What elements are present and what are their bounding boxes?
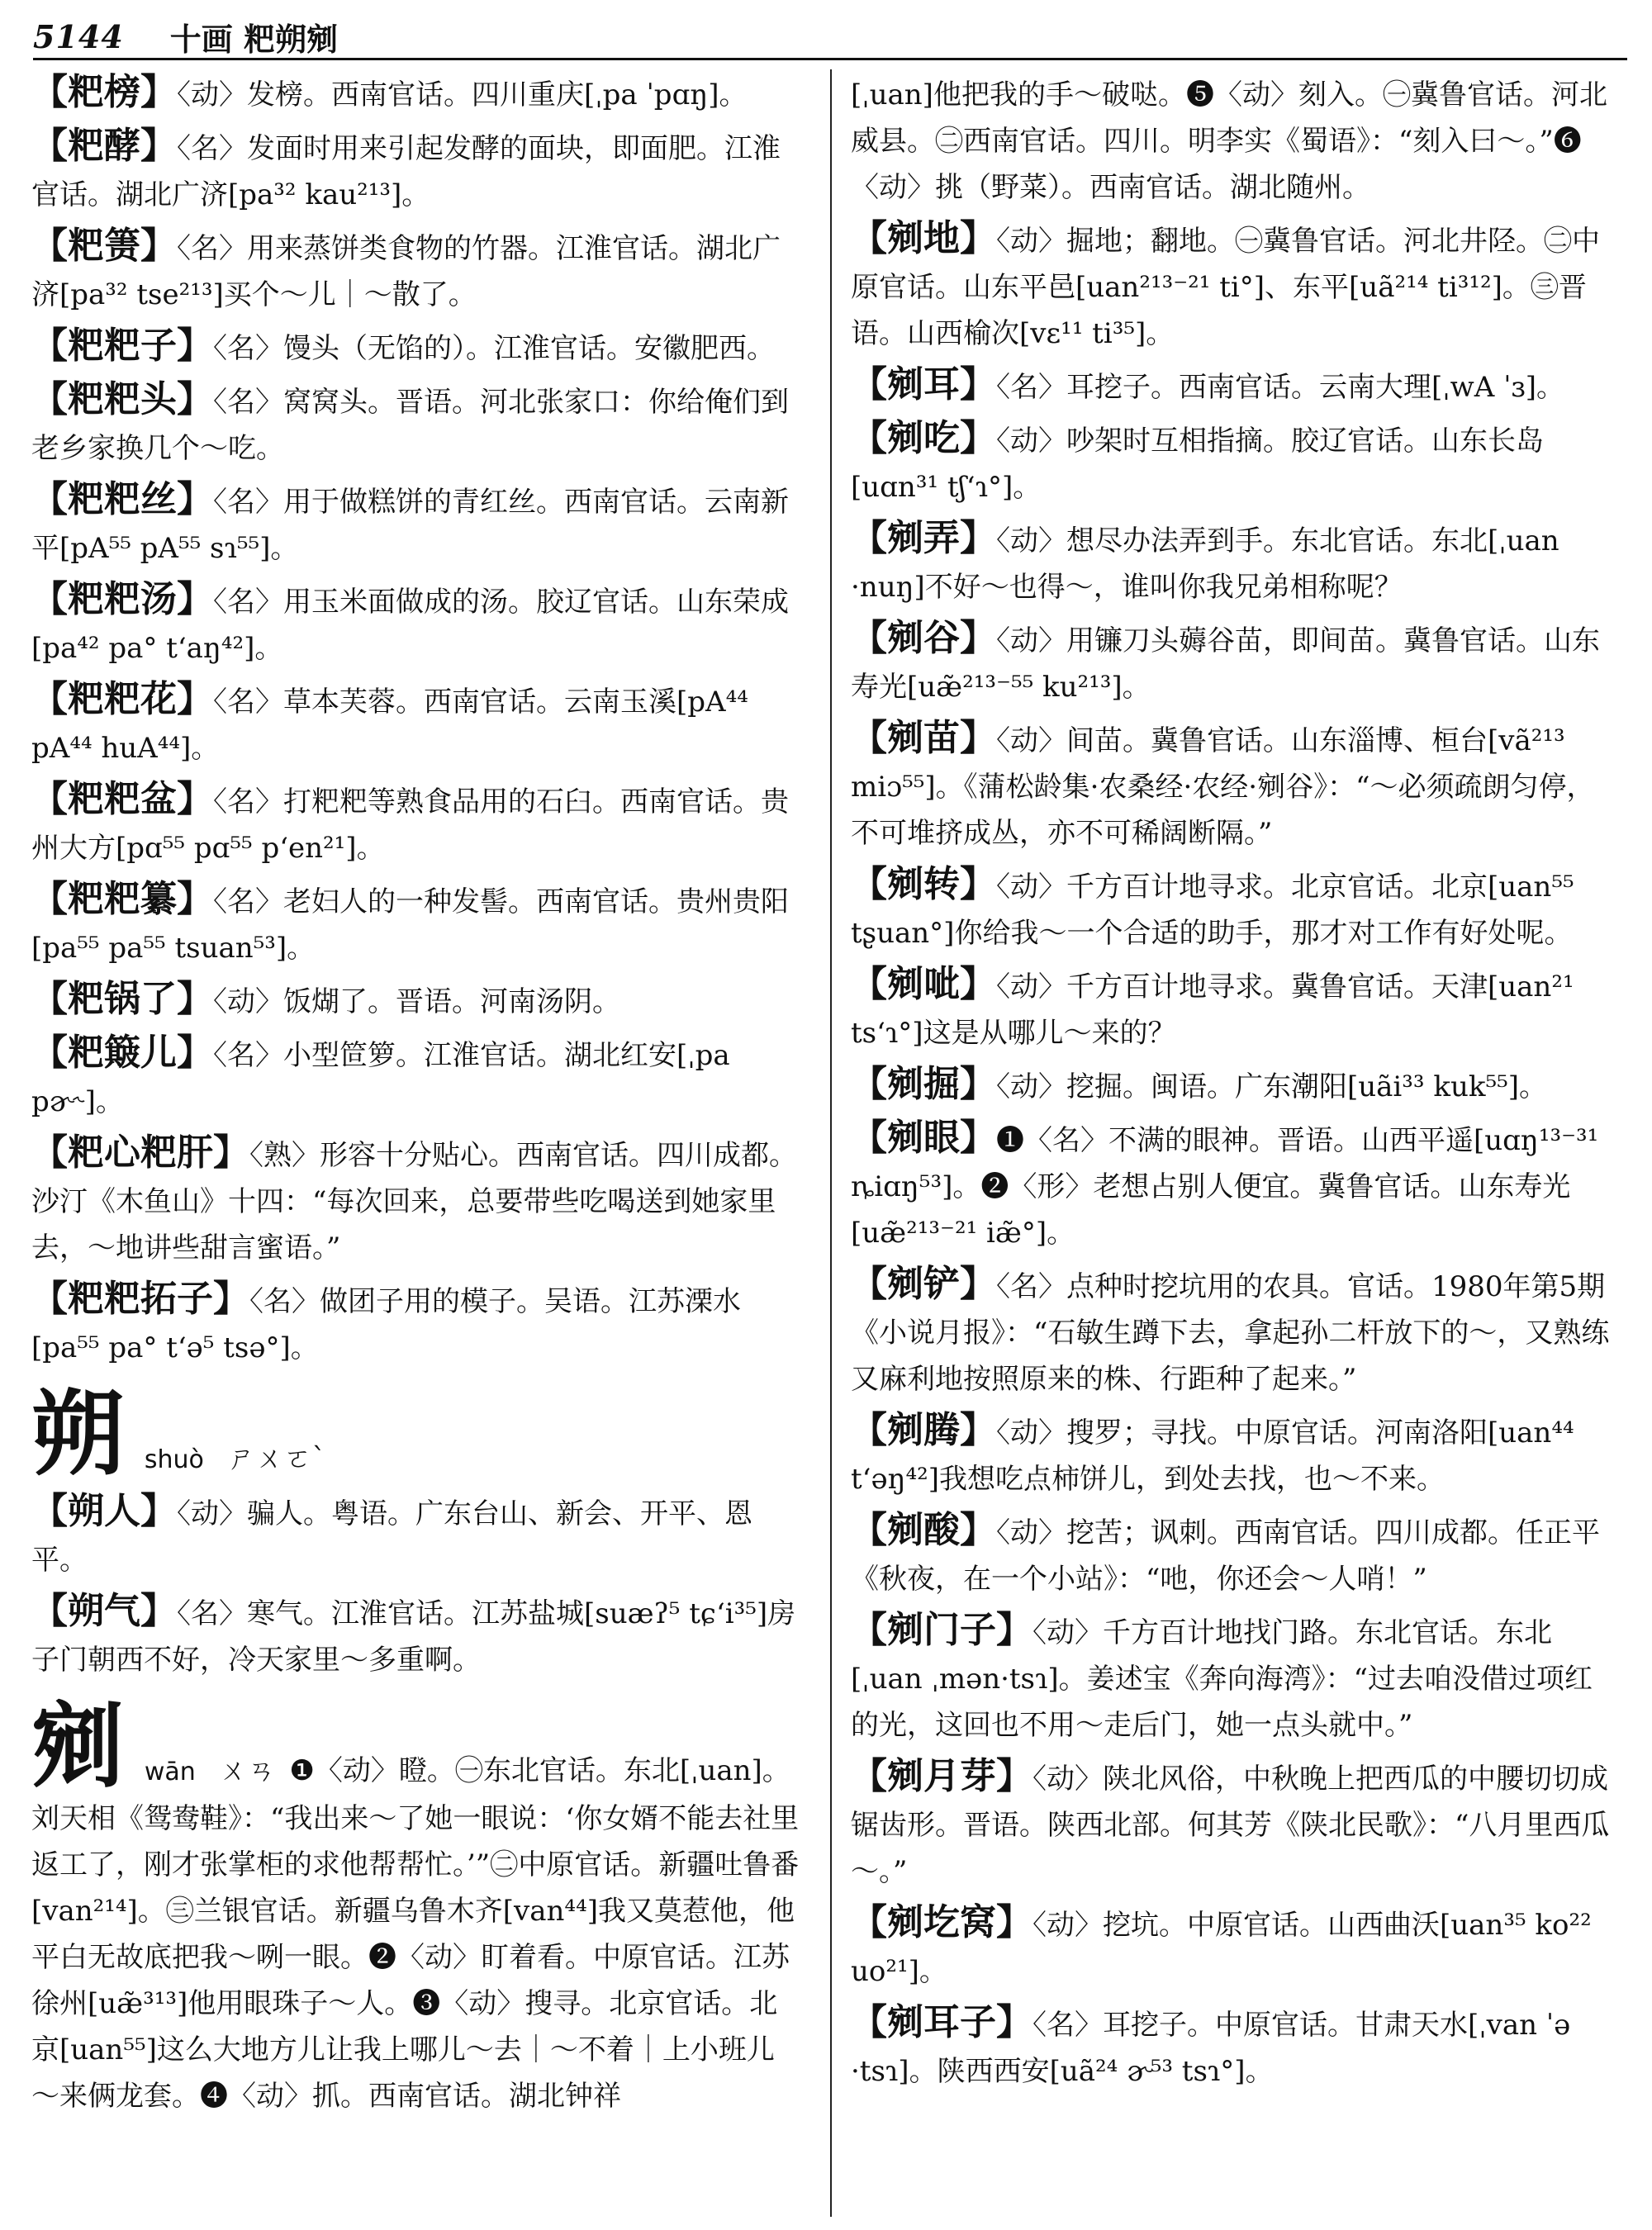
dictionary-entry [31, 676, 800, 771]
dictionary-entry [851, 1753, 1619, 1895]
dictionary-entry [851, 715, 1619, 856]
entry-headword: 【粑簸儿】 [31, 1032, 213, 1074]
entry-definition: 〈动〉间苗。冀鲁官话。山东淄博、桓台[vã²¹³ miɔ⁵⁵]。《蒲松龄集·农桑经·农经·剜谷》：“～必须疏朗匀停，不可堆挤成丛，亦不可稀阔断隔。” [851, 724, 1595, 850]
dictionary-entry [851, 2000, 1619, 2095]
dictionary-entry [851, 415, 1619, 510]
entry-definition: 〈名〉耳挖子。西南官话。云南大理[ˌwA ˈɜ]。 [996, 371, 1564, 404]
entry-definition: 〈熟〉形容十分贴心。西南官话。四川成都。沙汀《木鱼山》十四：“每次回来，总要带些吃喝送到她家里去，～地讲些甜言蜜语。” [31, 1139, 797, 1264]
page-header [33, 15, 1627, 60]
dictionary-entry [851, 515, 1619, 610]
dictionary-entry [851, 615, 1619, 710]
entry-definition: 〈动〉骗人。粤语。广东台山、新会、开平、恩平。 [31, 1497, 752, 1577]
entry-headword: 【剜铲】 [851, 1263, 996, 1305]
entry-headword: 【粑粑花】 [31, 678, 213, 720]
entry-definition: 〈动〉千方百计地寻求。冀鲁官话。天津[uan²¹ ts‘ɿ°]这是从哪儿～来的？ [851, 970, 1574, 1050]
entry-definition: 〈动〉用镰刀头薅谷苗，即间苗。冀鲁官话。山东寿光[uæ̃²¹³⁻⁵⁵ ku²¹³]。 [851, 624, 1600, 704]
entry-headword: 【剜吃】 [851, 417, 996, 459]
entry-headword: 【粑心粑肝】 [31, 1132, 249, 1174]
entry-definition: 〈名〉草本芙蓉。西南官话。云南玉溪[pA⁴⁴ pA⁴⁴ huA⁴⁴]。 [31, 686, 748, 765]
entry-definition: 〈动〉发榜。西南官话。四川重庆[ˌpa ˈpɑŋ]。 [177, 78, 748, 112]
dictionary-entry [31, 1488, 800, 1583]
dictionary-entry [31, 223, 800, 318]
entry-headword: 【朔气】 [31, 1590, 177, 1632]
dictionary-entry [851, 1607, 1619, 1748]
entry-definition: 〈动〉陕北风俗，中秋晚上把西瓜的中腰切切成锯齿形。晋语。陕西北部。何其芳《陕北民歌》：“八月里西瓜～。” [851, 1763, 1610, 1888]
dictionary-entry [31, 1276, 800, 1371]
entry-definition: 〈动〉掘地；翻地。㊀冀鲁官话。河北井陉。㊁中原官话。山东平邑[uan²¹³⁻²¹ ti°]、东平[uã²¹⁴ ti³¹²]。㊂晋语。山西榆次[vɛ¹¹ ti³⁵]。 [851, 225, 1600, 350]
right-column [851, 69, 1619, 2100]
dictionary-entry [851, 216, 1619, 357]
dictionary-entry [851, 961, 1619, 1056]
char-heading-wan [31, 1692, 800, 2119]
entry-headword: 【剜门子】 [851, 1609, 1032, 1651]
entry-definition: 〈名〉窝窝头。晋语。河北张家口：你给俺们到老乡家换几个～吃。 [31, 386, 789, 465]
column-divider [830, 69, 832, 2217]
entry-headword: 【粑粑拓子】 [31, 1278, 249, 1320]
entry-definition: 〈动〉千方百计地寻求。北京官话。北京[uan⁵⁵ tʂuan°]你给我～一个合适的助手，那才对工作有好处呢。 [851, 871, 1574, 950]
entry-definition: 〈名〉打粑粑等熟食品用的石臼。西南官话。贵州大方[pɑ⁵⁵ pɑ⁵⁵ p‘en²¹]。 [31, 785, 789, 865]
entry-headword: 【粑粑子】 [31, 325, 213, 367]
dictionary-entry [851, 1407, 1619, 1502]
dictionary-entry [31, 576, 800, 671]
entry-headword: 【粑酵】 [31, 125, 177, 167]
dictionary-entry [851, 861, 1619, 956]
entry-definition: ❶〈名〉不满的眼神。晋语。山西平遥[uɑŋ¹³⁻³¹ ȵiɑŋ⁵³]。❷〈形〉老想占别人便宜。冀鲁官话。山东寿光[uæ̃²¹³⁻²¹ iæ̃°]。 [851, 1124, 1599, 1250]
entry-definition: 〈名〉馒头（无馅的）。江淮官话。安徽肥西。 [213, 332, 775, 365]
entry-definition: 〈动〉吵架时互相指摘。胶辽官话。山东长岛[uɑn³¹ tʃ‘ɿ°]。 [851, 425, 1544, 504]
left-entry-list [31, 69, 800, 1371]
entry-headword: 【朔人】 [31, 1490, 177, 1532]
char-heading-shuo [31, 1380, 800, 1488]
left-column [31, 69, 800, 2124]
entry-definition: 〈名〉用玉米面做成的汤。胶辽官话。山东荣成[pa⁴² pa° t‘aŋ⁴²]。 [31, 586, 789, 665]
head-character: 朔 [31, 1380, 124, 1488]
entry-definition: 〈名〉寒气。江淮官话。江苏盐城[suæʔ⁵ tɕ‘i³⁵]房子门朝西不好，冷天家里～多重啊。 [31, 1597, 796, 1677]
entry-definition: 〈名〉点种时挖坑用的农具。官话。1980年第5期《小说月报》：“石敏生蹲下去，拿起孙二杆放下的～，又熟练又麻利地按照原来的株、行距种了起来。” [851, 1270, 1610, 1396]
entry-headword: 【剜谷】 [851, 617, 996, 659]
entry-headword: 【粑粑丝】 [31, 478, 213, 520]
dictionary-entry [31, 1588, 800, 1683]
entry-headword: 【粑箦】 [31, 225, 177, 267]
entry-headword: 【粑粑纂】 [31, 878, 213, 920]
entry-definition: 〈名〉小型笸箩。江淮官话。湖北红安[ˌpa pɚ˞]。 [31, 1039, 730, 1118]
entry-definition: 〈名〉老妇人的一种发髻。西南官话。贵州贵阳[pa⁵⁵ pa⁵⁵ tsuan⁵³]。 [31, 885, 789, 965]
dictionary-entry [31, 776, 800, 871]
entry-definition: 〈动〉挖坑。中原官话。山西曲沃[uan³⁵ ko²² uo²¹]。 [851, 1909, 1592, 1988]
dictionary-entry [851, 1507, 1619, 1602]
zhuyin: ㄕㄨㄛˋ [227, 1442, 326, 1475]
dictionary-entry [851, 1061, 1619, 1110]
pinyin: wān [144, 1758, 196, 1786]
entry-headword: 【粑锅了】 [31, 978, 213, 1020]
dictionary-entry [31, 323, 800, 372]
dictionary-entry [31, 1130, 800, 1271]
dictionary-entry [851, 1261, 1619, 1402]
dictionary-entry [851, 362, 1619, 410]
entry-headword: 【剜月芽】 [851, 1755, 1032, 1797]
dictionary-entry [31, 477, 800, 572]
entry-headword: 【剜呲】 [851, 963, 996, 1005]
entry-headword: 【剜腾】 [851, 1409, 996, 1451]
entry-headword: 【剜耳子】 [851, 2001, 1032, 2043]
page-running-title: 十画 粑朔剜 [169, 20, 338, 58]
entry-definition: 〈名〉做团子用的模子。吴语。江苏溧水[pa⁵⁵ pa° t‘ə⁵ tsə°]。 [31, 1285, 741, 1364]
entry-headword: 【剜弄】 [851, 517, 996, 559]
entry-headword: 【剜掘】 [851, 1063, 996, 1105]
entry-headword: 【剜耳】 [851, 363, 996, 406]
entry-definition: 〈动〉饭煳了。晋语。河南汤阴。 [213, 985, 620, 1018]
right-entry-list [851, 69, 1619, 2095]
dictionary-entry [31, 1030, 800, 1125]
pinyin: shuò [144, 1445, 204, 1474]
dictionary-entry [31, 69, 800, 118]
page-number: 5144 [33, 17, 124, 55]
entry-headword: 【剜地】 [851, 217, 996, 259]
head-character: 剜 [31, 1692, 124, 1801]
entry-headword: 【剜圪窝】 [851, 1901, 1032, 1943]
entry-headword: 【剜酸】 [851, 1509, 996, 1551]
char-definition: ❶〈动〉瞪。㊀东北官话。东北[ˌuan]。刘天相《鸳鸯鞋》：“我出来～了她一眼说：‘你女婿不能去社里返工了，刚才张掌柜的求他帮帮忙。’”㊁中原官话。新疆吐鲁番[van²¹⁴]。㊂兰银官话。新疆乌鲁木齐[van⁴⁴]我又莫惹他，他平白无故底把我～咧一眼。❷〈动〉盯着看。中原官话。江苏徐州[uæ̃³¹³]他用眼珠子～人。❸〈动〉搜寻。北京官话。北京[uan⁵⁵]这么大地方儿让我上哪儿～去｜～不着｜上小班儿～来俩龙套。❹〈动〉抓。西南官话。湖北钟祥 [31, 1754, 800, 2113]
entry-definition: 〈动〉千方百计地找门路。东北官话。东北[ˌuan ˌmən·tsɿ]。姜述宝《奔向海湾》：“过去咱没借过项红的光，这回也不用～走后门，她一点头就中。” [851, 1616, 1593, 1742]
entry-definition: [ˌuan]他把我的手～破哒。❺〈动〉刻入。㊀冀鲁官话。河北威县。㊁西南官话。四川。明李实《蜀语》：“刻入曰～。”❻〈动〉挑（野菜）。西南官话。湖北随州。 [851, 78, 1607, 204]
dictionary-entry [851, 1900, 1619, 1995]
entry-headword: 【粑粑头】 [31, 378, 213, 420]
entry-definition: 〈动〉挖苦；讽刺。西南官话。四川成都。任正平《秋夜，在一个小站》：“吔，你还会～人哨！” [851, 1516, 1600, 1596]
zhuyin: ㄨㄢ [219, 1754, 276, 1787]
entry-definition: 〈名〉用于做糕饼的青红丝。西南官话。云南新平[pA⁵⁵ pA⁵⁵ sɿ⁵⁵]。 [31, 486, 789, 565]
dictionary-entry [851, 69, 1619, 211]
entry-headword: 【剜眼】 [851, 1117, 996, 1159]
dictionary-entry [851, 1115, 1619, 1256]
entry-headword: 【粑榜】 [31, 71, 177, 113]
entry-definition: 〈名〉耳挖子。中原官话。甘肃天水[ˌvan ˈə ·tsɿ]。陕西西安[uã²⁴ ɚ⁵³ tsɿ°]。 [851, 2009, 1571, 2088]
dictionary-entry [31, 123, 800, 218]
dictionary-entry [31, 876, 800, 971]
entry-definition: 〈动〉想尽办法弄到手。东北官话。东北[ˌuan ·nuŋ]不好～也得～，谁叫你我兄弟相称呢？ [851, 524, 1559, 604]
entry-definition: 〈名〉用来蒸饼类食物的竹器。江淮官话。湖北广济[pa³² tse²¹³]买个～儿｜～散了。 [31, 232, 781, 311]
dictionary-entry [31, 377, 800, 472]
entry-definition: 〈动〉挖掘。闽语。广东潮阳[uãi³³ kuk⁵⁵]。 [996, 1070, 1547, 1103]
dictionary-entry [31, 976, 800, 1025]
entry-headword: 【剜苗】 [851, 717, 996, 759]
entry-headword: 【粑粑汤】 [31, 578, 213, 620]
entry-headword: 【剜转】 [851, 863, 996, 905]
entry-definition: 〈动〉搜罗；寻找。中原官话。河南洛阳[uan⁴⁴ t‘əŋ⁴²]我想吃点柿饼儿，到处去找，也～不来。 [851, 1416, 1574, 1496]
entry-headword: 【粑粑盆】 [31, 778, 213, 820]
entry-definition: 〈名〉发面时用来引起发酵的面块，即面肥。江淮官话。湖北广济[pa³² kau²¹³]。 [31, 132, 781, 211]
shuo-entry-list [31, 1488, 800, 1683]
